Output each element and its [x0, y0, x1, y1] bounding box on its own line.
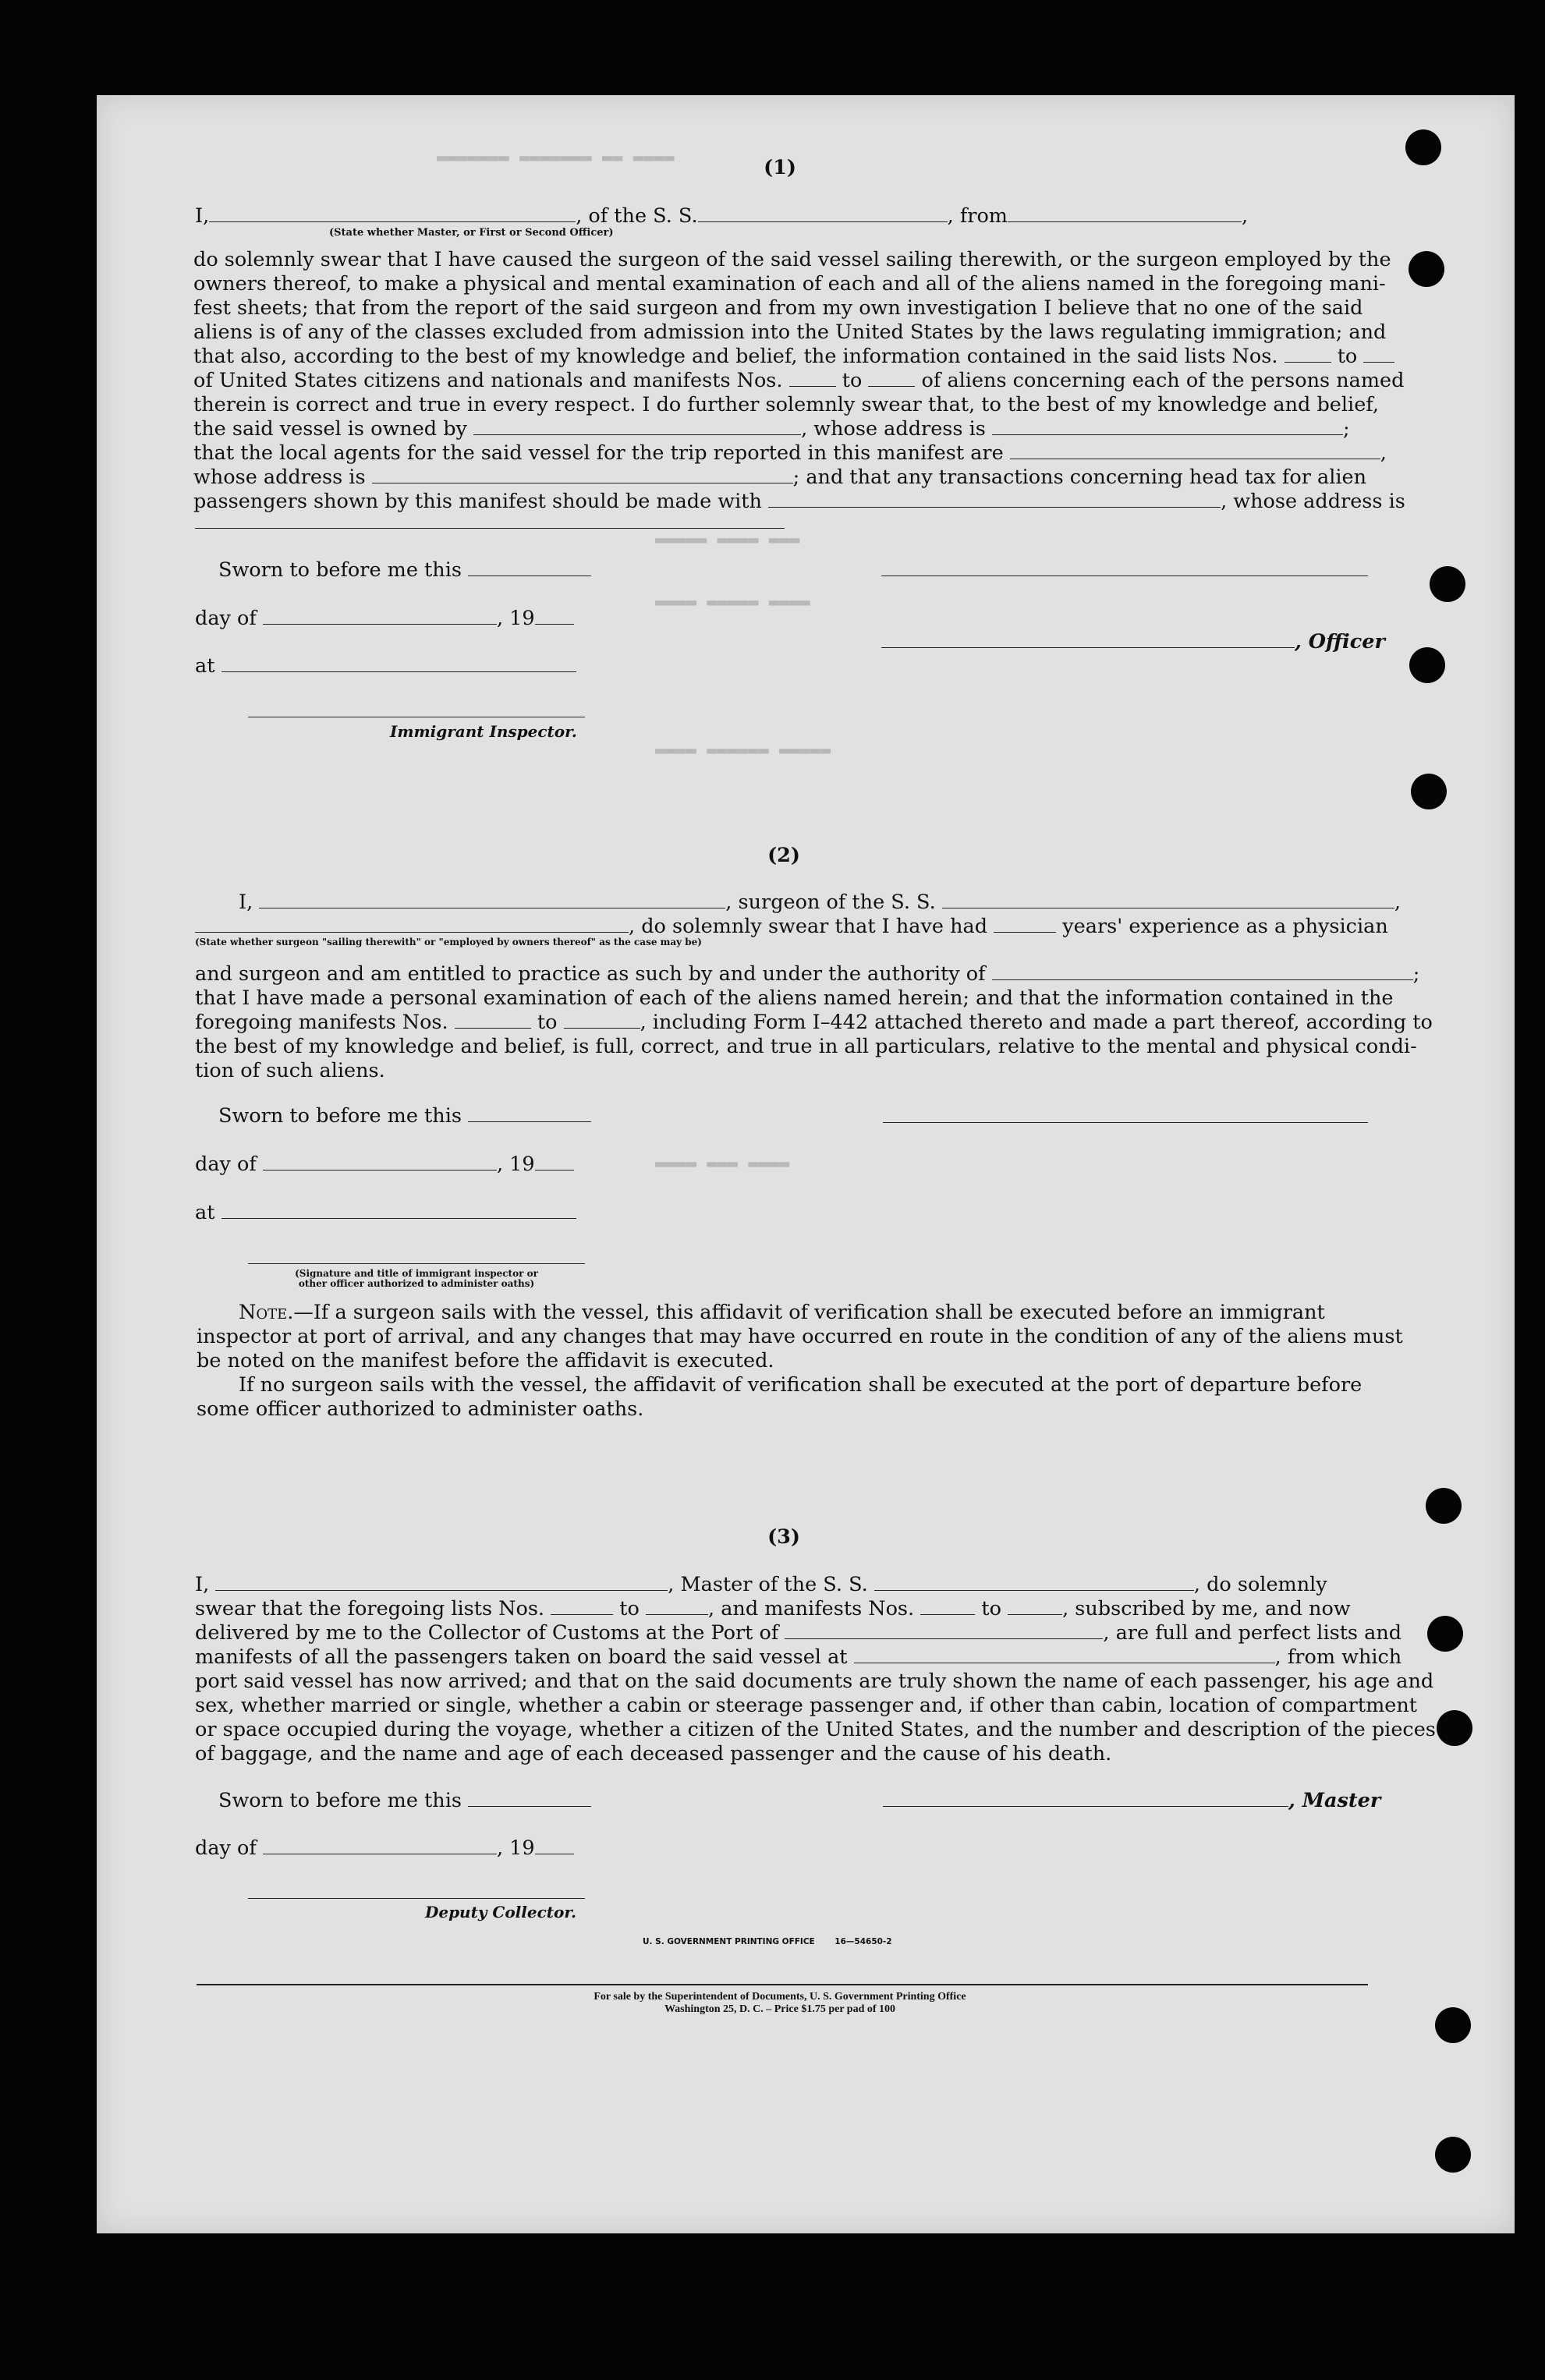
note-line: inspector at port of arrival, and any changes that may have occurred en route in the condition of any of the aliens must	[197, 1325, 1403, 1348]
collector-caption: Deputy Collector.	[425, 1903, 577, 1921]
inspector-caption: Immigrant Inspector.	[390, 722, 577, 741]
note-line: be noted on the manifest before the affidavit is executed.	[197, 1349, 774, 1372]
affidavit-line: port said vessel has now arrived; and that on the said documents are truly shown the name of each passenger, his age and	[195, 1670, 1434, 1693]
note-line: If no surgeon sails with the vessel, the affidavit of verification shall be executed at the port of departure before	[239, 1373, 1363, 1397]
footer-text: For sale by the Superintendent of Documents, U. S. Government Printing Office Washington 25, D. C. – Price $1.75 per pad of 100	[594, 1991, 966, 2015]
affidavit-line: swear that the foregoing lists Nos. to , and manifests Nos. to , subscribed by me, and now	[195, 1597, 1351, 1620]
affidavit-line: I, , surgeon of the S. S. ,	[239, 891, 1401, 914]
affidavit-line: tion of such aliens.	[195, 1059, 385, 1082]
binder-hole	[1411, 774, 1447, 809]
field-caption: (State whether Master, or First or Second Officer)	[329, 227, 614, 239]
affidavit-line: foregoing manifests Nos. to , including Form I–442 attached thereto and made a part thereof, according to	[195, 1011, 1433, 1034]
affidavit-line: whose address is ; and that any transactions concerning head tax for alien	[193, 466, 1367, 489]
affidavit-line: the best of my knowledge and belief, is full, correct, and true in all particulars, relative to the mental and physical condi-	[195, 1035, 1417, 1058]
affidavit-line: that also, according to the best of my knowledge and belief, the information contained in the said lists Nos. to	[193, 345, 1394, 369]
affidavit-line: therein is correct and true in every respect. I do further solemnly swear that, to the best of my knowledge and belief,	[193, 393, 1379, 416]
sworn-line: Sworn to before me this	[218, 1789, 591, 1813]
binder-hole	[1405, 129, 1441, 165]
affidavit-line: that the local agents for the said vessel for the trip reported in this manifest are ,	[193, 441, 1387, 465]
sworn-line: Sworn to before me this	[218, 558, 591, 583]
officer-line: , Officer	[881, 630, 1385, 654]
bleed-through: ▬▬▬▬ ▬▬▬ ▬▬▬▬	[655, 1154, 790, 1174]
affidavit-line: , do solemnly swear that I have had years' experience as a physician	[195, 915, 1388, 939]
affidavit-line: and surgeon and am entitled to practice as such by and under the authority of ;	[195, 962, 1420, 986]
binder-hole	[1409, 251, 1444, 287]
date-line: day of , 19	[195, 1153, 574, 1177]
note-line: some officer authorized to administer oaths.	[197, 1397, 644, 1421]
place-line: at	[195, 654, 576, 678]
signature-caption: (Signature and title of immigrant inspector or other officer authorized to administer oaths)	[295, 1268, 538, 1289]
printer-imprint: U. S. GOVERNMENT PRINTING OFFICE 16—54650-2	[643, 1937, 892, 1946]
collector-signature-line	[248, 1898, 585, 1899]
blank-line	[195, 528, 785, 529]
binder-hole	[1435, 2137, 1471, 2173]
binder-hole	[1426, 1488, 1462, 1524]
affidavit-line: do solemnly swear that I have caused the surgeon of the said vessel sailing therewith, or the surgeon employed by the	[193, 248, 1391, 271]
affidavit-line: manifests of all the passengers taken on board the said vessel at , from which	[195, 1645, 1402, 1669]
section-number: (3)	[767, 1525, 800, 1549]
sworn-line: Sworn to before me this	[218, 1104, 591, 1128]
date-line: day of , 19	[195, 607, 574, 631]
binder-hole	[1437, 1710, 1472, 1746]
binder-hole	[1435, 2007, 1471, 2043]
affidavit-line: sex, whether married or single, whether a cabin or steerage passenger and, if other than cabin, location of compartment	[195, 1694, 1418, 1717]
section-number: (1)	[764, 156, 796, 179]
affidavit-line: aliens is of any of the classes excluded from admission into the United States by the laws regulating immigration; and	[193, 321, 1387, 344]
master-signature-line: , Master	[883, 1789, 1380, 1813]
signature-line	[883, 1122, 1368, 1123]
section-number: (2)	[767, 844, 800, 867]
affidavit-line: fest sheets; that from the report of the said surgeon and from my own investigation I believe that no one of the said	[193, 296, 1363, 320]
binder-hole	[1427, 1616, 1463, 1652]
affidavit-line: of baggage, and the name and age of each deceased passenger and the cause of his death.	[195, 1742, 1112, 1766]
footer-divider	[197, 1984, 1368, 1985]
binder-hole	[1430, 566, 1465, 602]
affidavit-line: the said vessel is owned by , whose address is ;	[193, 417, 1350, 441]
affidavit-line: owners thereof, to make a physical and mental examination of each and all of the aliens named in the foregoing mani-	[193, 272, 1386, 296]
note-line: Note.—If a surgeon sails with the vessel, this affidavit of verification shall be executed before an immigrant	[239, 1301, 1325, 1324]
bleed-through: ▬▬▬▬ ▬▬▬▬▬ ▬▬▬▬	[655, 593, 810, 612]
binder-hole	[1409, 647, 1445, 683]
affidavit-line: or space occupied during the voyage, whether a citizen of the United States, and the number and description of the pieces	[195, 1718, 1436, 1741]
inspector-signature-line	[248, 1263, 585, 1264]
affidavit-line: delivered by me to the Collector of Customs at the Port of , are full and perfect lists and	[195, 1621, 1402, 1645]
bleed-through: ▬▬▬ ▬▬▬▬ ▬▬▬▬▬	[655, 530, 800, 550]
affidavit-line: I, , of the S. S. , from ,	[195, 204, 1249, 228]
affidavit-line: of United States citizens and nationals and manifests Nos. to of aliens concerning each of the persons named	[193, 369, 1405, 392]
bleed-through: ▬▬▬▬ ▬▬ ▬▬▬▬▬▬▬ ▬▬▬▬▬▬▬	[437, 148, 675, 168]
field-caption: (State whether surgeon "sailing therewith" or "employed by owners thereof" as the case may be)	[195, 937, 702, 947]
affidavit-line: I, , Master of the S. S. , do solemnly	[195, 1573, 1327, 1596]
affidavit-line: passengers shown by this manifest should be made with , whose address is	[193, 490, 1405, 513]
date-line: day of , 19	[195, 1836, 574, 1861]
affidavit-line: that I have made a personal examination of each of the aliens named herein; and that the information contained in the	[195, 986, 1394, 1010]
place-line: at	[195, 1201, 576, 1225]
bleed-through: ▬▬▬▬▬ ▬▬▬▬▬▬ ▬▬▬▬	[655, 741, 831, 760]
